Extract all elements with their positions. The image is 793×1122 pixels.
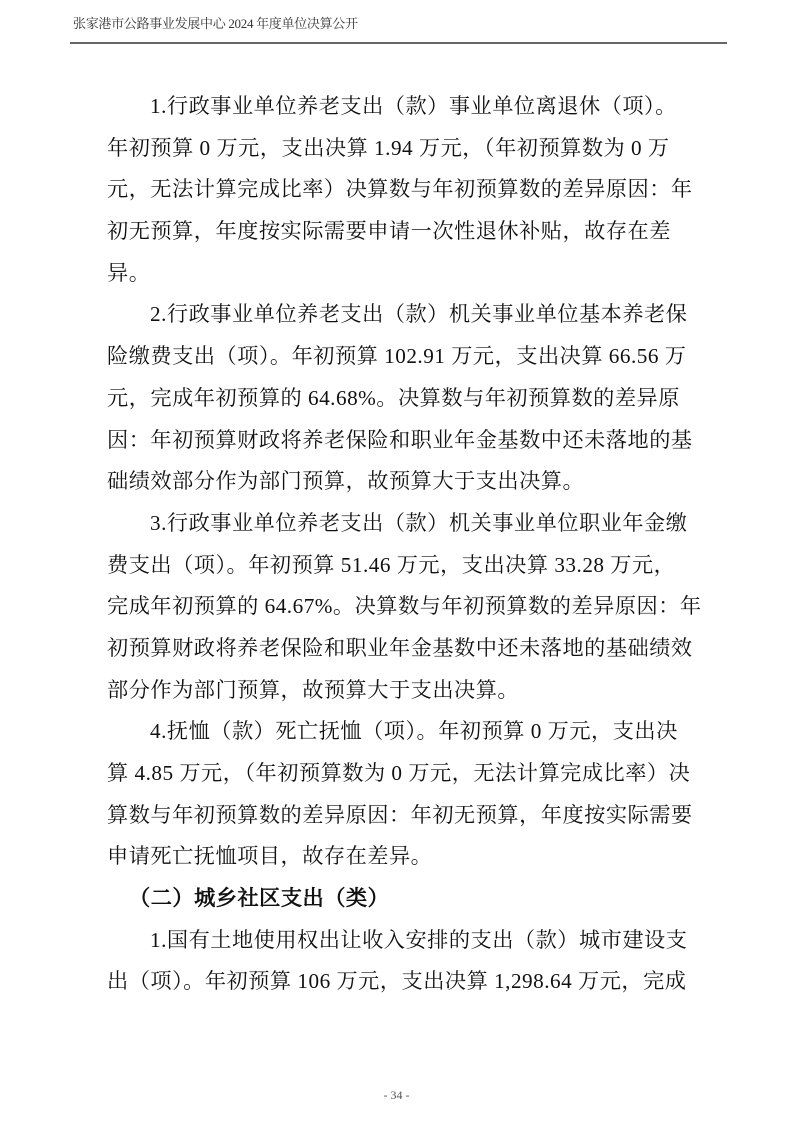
text-line: 年初预算 0 万元，支出决算 1.94 万元，（年初预算数为 0 万: [107, 135, 670, 160]
text-line: 申请死亡抚恤项目，故存在差异。: [107, 844, 433, 869]
text-line: 因：年初预算财政将养老保险和职业年金基数中还未落地的基: [107, 427, 693, 452]
text-line: 部分作为部门预算，故预算大于支出决算。: [107, 677, 520, 702]
page-number: - 34 -: [383, 1088, 410, 1102]
text-line: 异。: [107, 260, 151, 285]
text-line: 完成年初预算的 64.67%。决算数与年初预算数的差异原因：年: [107, 594, 702, 619]
text-line: 1.行政事业单位养老支出（款）事业单位离退休（项）。: [150, 94, 677, 118]
text-line: 元，完成年初预算的 64.68%。决算数与年初预算数的差异原: [107, 385, 680, 410]
text-line: 算 4.85 万元，（年初预算数为 0 万元，无法计算完成比率）决: [107, 761, 691, 785]
paragraph-3: [107, 503, 727, 711]
text-line: 出（项）。年初预算 106 万元，支出决算 1,298.64 万元，完成: [107, 969, 687, 994]
text-line: 础绩效部分作为部门预算，故预算大于支出决算。: [107, 469, 585, 494]
header-divider: [70, 42, 727, 44]
text-line: 初预算财政将养老保险和职业年金基数中还未落地的基础绩效: [107, 635, 693, 660]
document-header-title: 张家港市公路事业发展中心 2024 年度单位决算公开: [73, 16, 358, 31]
text-line: 初无预算，年度按实际需要申请一次性退休补贴，故存在差: [107, 219, 671, 244]
text-line: 4.抚恤（款）死亡抚恤（项）。年初预算 0 万元，支出决: [150, 719, 678, 744]
text-line: 2.行政事业单位养老支出（款）机关事业单位基本养老保: [150, 302, 688, 327]
text-line: 险缴费支出（项）。年初预算 102.91 万元，支出决算 66.56 万: [107, 344, 687, 369]
paragraph-1: [107, 86, 727, 294]
text-line: 算数与年初预算数的差异原因：年初无预算，年度按实际需要: [107, 802, 693, 827]
paragraph-4: [107, 711, 727, 878]
paragraph-5: [107, 920, 727, 1003]
paragraph-2: [107, 294, 727, 502]
text-line: 3.行政事业单位养老支出（款）机关事业单位职业年金缴: [150, 510, 688, 535]
document-body: [107, 86, 727, 1003]
text-line: 1.国有土地使用权出让收入安排的支出（款）城市建设支: [150, 927, 688, 952]
text-line: 费支出（项）。年初预算 51.46 万元，支出决算 33.28 万元，: [107, 552, 676, 577]
text-line: 元，无法计算完成比率）决算数与年初预算数的差异原因：年: [107, 177, 693, 202]
section-heading: （二）城乡社区支出（类）: [129, 886, 390, 911]
